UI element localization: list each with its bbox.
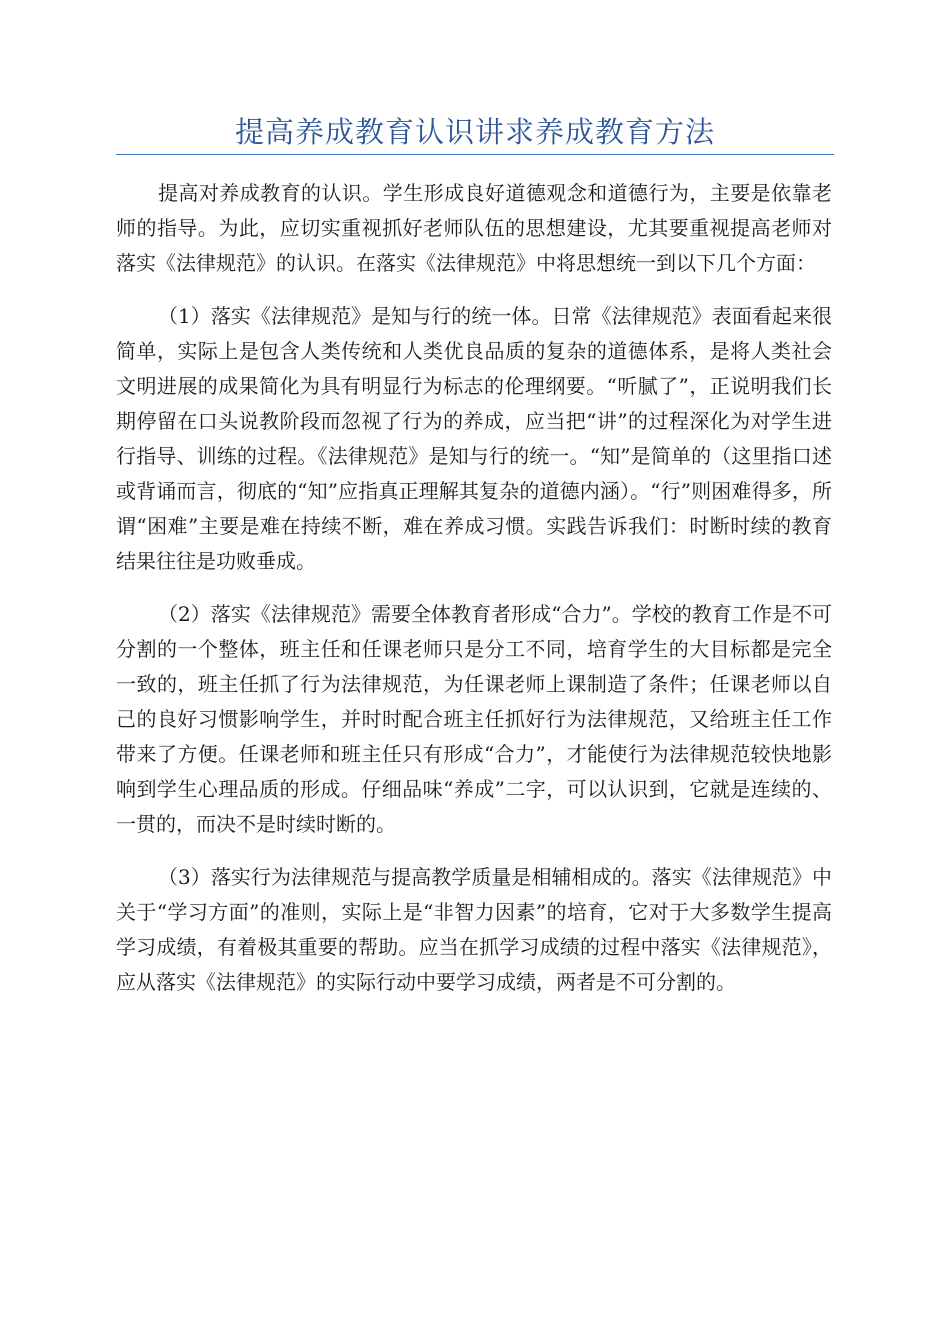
paragraph-point-3: （3）落实行为法律规范与提高教学质量是相辅相成的。落实《法律规范》中关于“学习方面”的准则，实际上是“非智力因素”的培育，它对于大多数学生提高学习成绩，有着极其重要的帮助。应当在抓学习成绩的过程中落实《法律规范》，应从落实《法律规范》的实际行动中要学习成绩，两者是不可分割的。 (116, 865, 832, 994)
document-body (116, 176, 832, 1018)
title-underline (116, 154, 834, 155)
paragraph-point-2: （2）落实《法律规范》需要全体教育者形成“合力”。学校的教育工作是不可分割的一个整体，班主任和任课老师只是分工不同，培育学生的大目标都是完全一致的，班主任抓了行为法律规范，为任课老师上课制造了条件；任课老师以自己的良好习惯影响学生，并时时配合班主任抓好行为法律规范，又给班主任工作带来了方便。任课老师和班主任只有形成“合力”，才能使行为法律规范较快地影响到学生心理品质的形成。仔细品味“养成”二字，可以认识到，它就是连续的、一贯的，而决不是时续时断的。 (116, 602, 832, 836)
paragraph-intro: 提高对养成教育的认识。学生形成良好道德观念和道德行为，主要是依靠老师的指导。为此，应切实重视抓好老师队伍的思想建设，尤其要重视提高老师对落实《法律规范》的认识。在落实《法律规范》中将思想统一到以下几个方面： (116, 181, 832, 275)
paragraph-point-1: （1）落实《法律规范》是知与行的统一体。日常《法律规范》表面看起来很简单，实际上是包含人类传统和人类优良品质的复杂的道德体系，是将人类社会文明进展的成果简化为具有明显行为标志的伦理纲要。“听腻了”，正说明我们长期停留在口头说教阶段而忽视了行为的养成，应当把“讲”的过程深化为对学生进行指导、训练的过程。《法律规范》是知与行的统一。“知”是简单的（这里指口述或背诵而言，彻底的“知”应指真正理解其复杂的道德内涵）。“行”则困难得多，所谓“困难”主要是难在持续不断，难在养成习惯。实践告诉我们：时断时续的教育结果往往是功败垂成。 (116, 304, 832, 573)
page-title: 提高养成教育认识讲求养成教育方法 (234, 115, 715, 149)
